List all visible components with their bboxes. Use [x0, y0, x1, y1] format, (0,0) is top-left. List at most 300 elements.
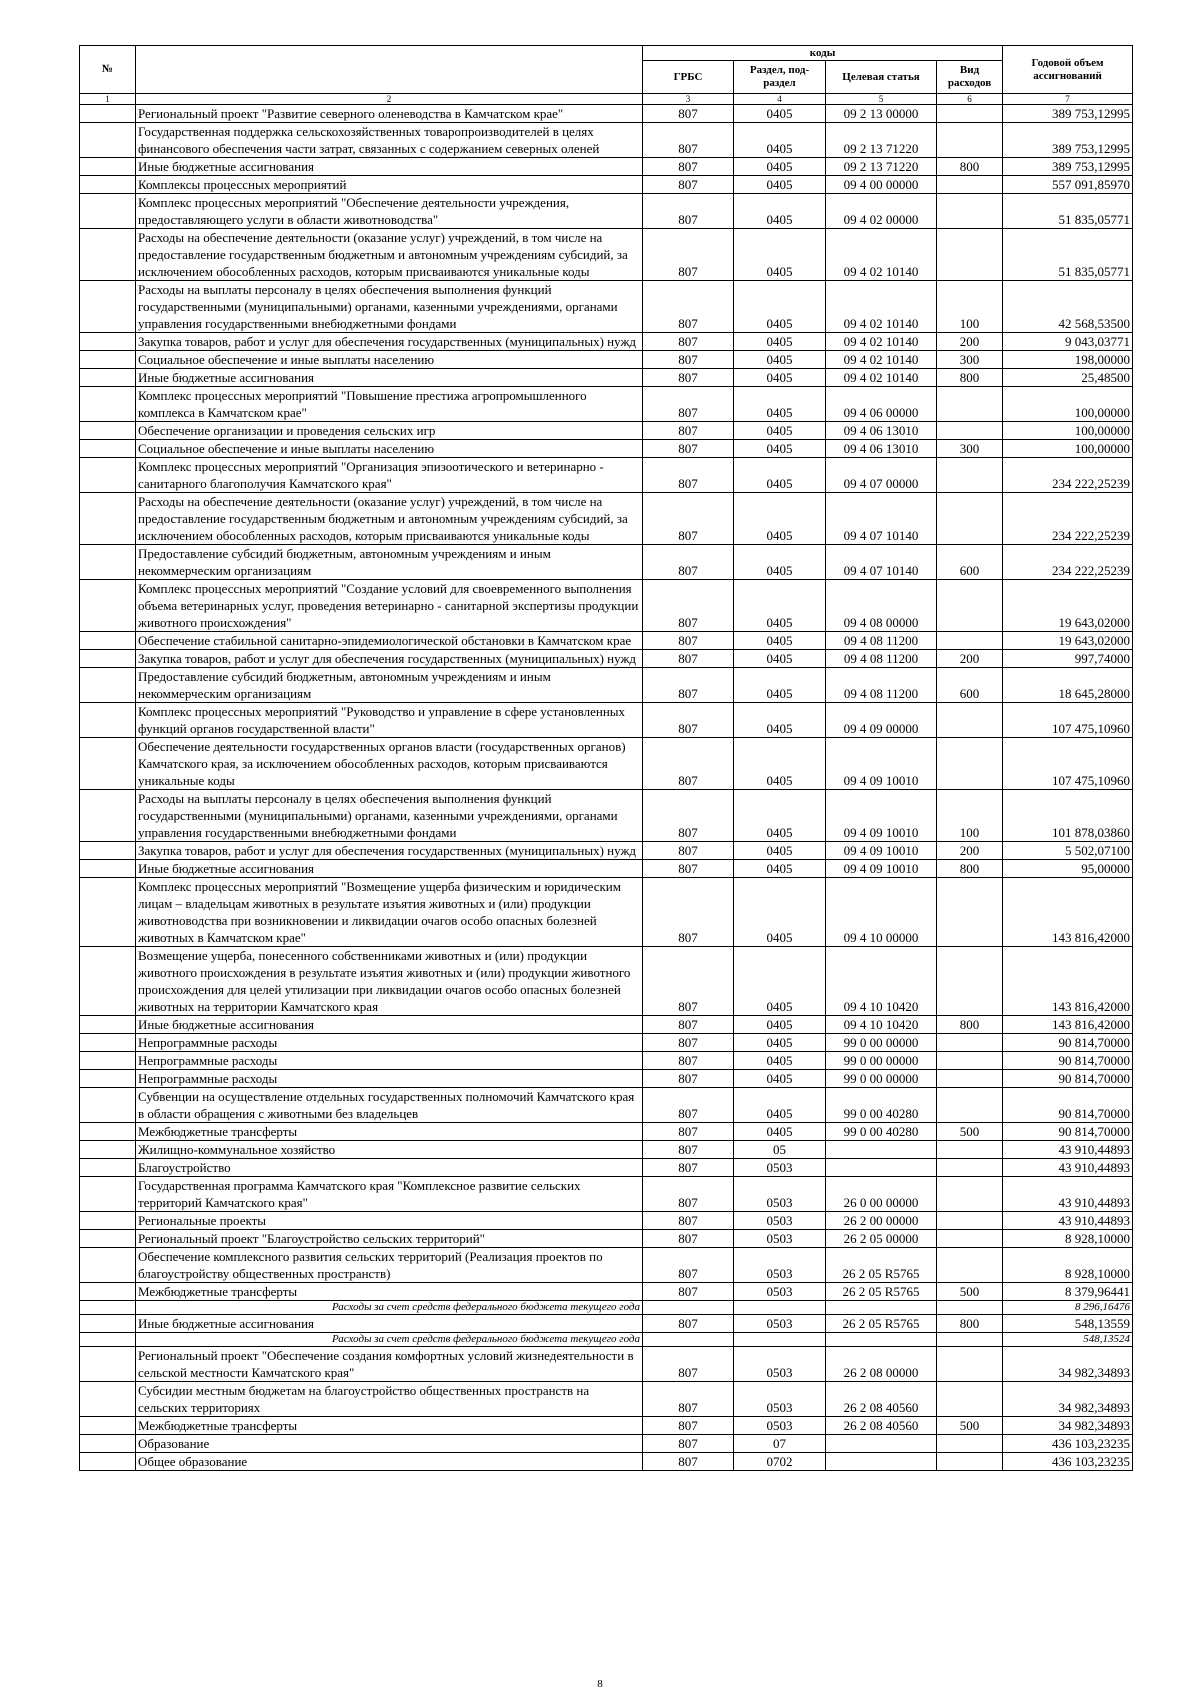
page-number: 8	[597, 1678, 603, 1690]
cell-annual-volume: 143 816,42000	[1003, 878, 1133, 947]
col-number-1: 1	[80, 94, 136, 105]
cell-name: Комплекс процессных мероприятий "Организация эпизоотического и ветеринарно - санитарного благополучия Камчатского края"	[136, 458, 643, 493]
col-header-grbs: ГРБС	[643, 61, 734, 94]
cell-target-item	[826, 1435, 937, 1453]
cell-section: 0405	[734, 738, 826, 790]
cell-target-item	[826, 1141, 937, 1159]
cell-annual-volume: 34 982,34893	[1003, 1382, 1133, 1417]
table-row	[80, 790, 1133, 842]
cell-no	[80, 1347, 136, 1382]
cell-name: Обеспечение комплексного развития сельских территорий (Реализация проектов по благоустройству общественных пространств)	[136, 1248, 643, 1283]
cell-annual-volume: 234 222,25239	[1003, 493, 1133, 545]
cell-section: 0405	[734, 1034, 826, 1052]
cell-annual-volume: 389 753,12995	[1003, 123, 1133, 158]
cell-expense-type	[937, 176, 1003, 194]
cell-grbs: 807	[643, 1070, 734, 1088]
table-row	[80, 440, 1133, 458]
cell-grbs: 807	[643, 281, 734, 333]
cell-no	[80, 123, 136, 158]
table-row	[80, 878, 1133, 947]
cell-section: 07	[734, 1435, 826, 1453]
cell-target-item: 26 2 05 R5765	[826, 1283, 937, 1301]
cell-name: Непрограммные расходы	[136, 1034, 643, 1052]
cell-grbs: 807	[643, 1230, 734, 1248]
cell-name: Непрограммные расходы	[136, 1070, 643, 1088]
cell-annual-volume: 51 835,05771	[1003, 194, 1133, 229]
cell-annual-volume: 100,00000	[1003, 387, 1133, 422]
cell-annual-volume: 19 643,02000	[1003, 580, 1133, 632]
cell-annual-volume: 389 753,12995	[1003, 158, 1133, 176]
table-row	[80, 1141, 1133, 1159]
cell-section: 0405	[734, 458, 826, 493]
table-row	[80, 458, 1133, 493]
cell-name: Иные бюджетные ассигнования	[136, 1315, 643, 1333]
cell-target-item: 09 4 02 10140	[826, 369, 937, 387]
table-row	[80, 1382, 1133, 1417]
cell-annual-volume: 8 296,16476	[1003, 1301, 1133, 1315]
cell-annual-volume: 143 816,42000	[1003, 1016, 1133, 1034]
cell-target-item	[826, 1301, 937, 1315]
cell-name: Региональный проект "Развитие северного оленеводства в Камчатском крае"	[136, 105, 643, 123]
cell-name: Комплекс процессных мероприятий "Возмещение ущерба физическим и юридическим лицам – владельцам животных в результате изъятия животных и (или) продукции животноводства при возникновении и ликвидации очагов особо опасных болезней животных в Камчатском крае"	[136, 878, 643, 947]
cell-annual-volume: 436 103,23235	[1003, 1453, 1133, 1471]
cell-expense-type: 300	[937, 440, 1003, 458]
cell-section: 0503	[734, 1417, 826, 1435]
cell-no	[80, 545, 136, 580]
table-row	[80, 158, 1133, 176]
table-row	[80, 281, 1133, 333]
cell-section: 0503	[734, 1248, 826, 1283]
cell-section: 0405	[734, 194, 826, 229]
cell-name: Обеспечение деятельности государственных органов власти (государственных органов) Камчатского края, за исключением обособленных расходов, которым присваиваются уникальные коды	[136, 738, 643, 790]
cell-expense-type	[937, 1034, 1003, 1052]
cell-annual-volume: 43 910,44893	[1003, 1141, 1133, 1159]
table-row	[80, 703, 1133, 738]
cell-grbs: 807	[643, 1435, 734, 1453]
cell-section: 0503	[734, 1159, 826, 1177]
cell-name: Комплекс процессных мероприятий "Обеспечение деятельности учреждения, предоставляющего услуги в области животноводства"	[136, 194, 643, 229]
cell-no	[80, 632, 136, 650]
cell-expense-type	[937, 458, 1003, 493]
cell-annual-volume: 43 910,44893	[1003, 1212, 1133, 1230]
cell-annual-volume: 389 753,12995	[1003, 105, 1133, 123]
cell-target-item: 09 4 09 10010	[826, 790, 937, 842]
table-row	[80, 1333, 1133, 1347]
cell-target-item: 09 4 02 10140	[826, 333, 937, 351]
cell-expense-type	[937, 422, 1003, 440]
cell-target-item: 26 2 08 00000	[826, 1347, 937, 1382]
cell-target-item	[826, 1333, 937, 1347]
cell-name: Иные бюджетные ассигнования	[136, 369, 643, 387]
cell-section: 0405	[734, 158, 826, 176]
cell-grbs: 807	[643, 1212, 734, 1230]
cell-annual-volume: 9 043,03771	[1003, 333, 1133, 351]
cell-grbs: 807	[643, 351, 734, 369]
cell-grbs: 807	[643, 458, 734, 493]
cell-name: Комплексы процессных мероприятий	[136, 176, 643, 194]
cell-no	[80, 1417, 136, 1435]
table-row	[80, 738, 1133, 790]
cell-target-item: 26 2 05 R5765	[826, 1248, 937, 1283]
cell-grbs: 807	[643, 878, 734, 947]
cell-name: Государственная поддержка сельскохозяйственных товаропроизводителей в целях финансового обеспечения части затрат, связанных с содержанием северных оленей	[136, 123, 643, 158]
cell-expense-type: 800	[937, 1315, 1003, 1333]
cell-grbs: 807	[643, 1347, 734, 1382]
col-header-codes: коды	[643, 46, 1003, 61]
cell-no	[80, 158, 136, 176]
cell-no	[80, 1177, 136, 1212]
cell-name: Расходы на обеспечение деятельности (оказание услуг) учреждений, в том числе на предоставление государственным бюджетным и автономным учреждениям субсидий, за исключением обособленных расходов, которым присваиваются уникальные коды	[136, 229, 643, 281]
cell-annual-volume: 5 502,07100	[1003, 842, 1133, 860]
cell-name: Комплекс процессных мероприятий "Руководство и управление в сфере установленных функций органов государственной власти"	[136, 703, 643, 738]
cell-name: Расходы за счет средств федерального бюджета текущего года	[136, 1301, 643, 1315]
cell-no	[80, 1016, 136, 1034]
cell-expense-type	[937, 703, 1003, 738]
cell-expense-type: 600	[937, 545, 1003, 580]
cell-section: 0503	[734, 1230, 826, 1248]
table-row	[80, 1347, 1133, 1382]
cell-grbs: 807	[643, 703, 734, 738]
cell-grbs: 807	[643, 333, 734, 351]
cell-expense-type	[937, 1435, 1003, 1453]
cell-grbs: 807	[643, 1052, 734, 1070]
cell-name: Расходы на обеспечение деятельности (оказание услуг) учреждений, в том числе на предоставление государственным бюджетным и автономным учреждениям субсидий, за исключением обособленных расходов, которым присваиваются уникальные коды	[136, 493, 643, 545]
cell-no	[80, 947, 136, 1016]
cell-target-item: 09 2 13 00000	[826, 105, 937, 123]
cell-grbs: 807	[643, 1123, 734, 1141]
cell-section: 0405	[734, 229, 826, 281]
cell-name: Расходы на выплаты персоналу в целях обеспечения выполнения функций государственными (муниципальными) органами, казенными учреждениями, органами управления государственными внебюджетными фондами	[136, 281, 643, 333]
cell-section: 0405	[734, 351, 826, 369]
cell-annual-volume: 34 982,34893	[1003, 1347, 1133, 1382]
cell-section: 0405	[734, 668, 826, 703]
cell-annual-volume: 557 091,85970	[1003, 176, 1133, 194]
budget-table	[79, 45, 1133, 1471]
cell-annual-volume: 90 814,70000	[1003, 1088, 1133, 1123]
cell-annual-volume: 234 222,25239	[1003, 458, 1133, 493]
cell-section: 0405	[734, 1016, 826, 1034]
table-row	[80, 422, 1133, 440]
table-row	[80, 1315, 1133, 1333]
cell-grbs: 807	[643, 790, 734, 842]
cell-no	[80, 281, 136, 333]
cell-annual-volume: 100,00000	[1003, 440, 1133, 458]
cell-no	[80, 422, 136, 440]
cell-grbs: 807	[643, 1088, 734, 1123]
cell-no	[80, 1141, 136, 1159]
cell-annual-volume: 107 475,10960	[1003, 738, 1133, 790]
cell-section: 0503	[734, 1347, 826, 1382]
cell-grbs: 807	[643, 229, 734, 281]
cell-expense-type: 200	[937, 842, 1003, 860]
col-header-name	[136, 46, 643, 94]
cell-target-item: 09 4 07 10140	[826, 545, 937, 580]
cell-section: 0405	[734, 369, 826, 387]
cell-no	[80, 580, 136, 632]
table-body	[80, 105, 1133, 1471]
col-header-expense-type: Вид расходов	[937, 61, 1003, 94]
cell-target-item: 09 4 08 00000	[826, 580, 937, 632]
cell-grbs: 807	[643, 1382, 734, 1417]
cell-grbs: 807	[643, 440, 734, 458]
cell-annual-volume: 43 910,44893	[1003, 1177, 1133, 1212]
cell-expense-type	[937, 1159, 1003, 1177]
cell-name: Социальное обеспечение и иные выплаты населению	[136, 351, 643, 369]
cell-annual-volume: 198,00000	[1003, 351, 1133, 369]
cell-no	[80, 1248, 136, 1283]
cell-section: 0405	[734, 493, 826, 545]
cell-no	[80, 878, 136, 947]
table-row	[80, 842, 1133, 860]
cell-annual-volume: 90 814,70000	[1003, 1034, 1133, 1052]
table-row	[80, 1123, 1133, 1141]
table-row	[80, 1435, 1133, 1453]
col-header-section: Раздел, под-раздел	[734, 61, 826, 94]
cell-expense-type	[937, 1088, 1003, 1123]
cell-section: 0405	[734, 387, 826, 422]
table-row	[80, 1177, 1133, 1212]
cell-section: 0405	[734, 333, 826, 351]
cell-target-item: 09 4 08 11200	[826, 668, 937, 703]
cell-grbs: 807	[643, 1159, 734, 1177]
cell-grbs: 807	[643, 369, 734, 387]
cell-target-item: 99 0 00 00000	[826, 1034, 937, 1052]
cell-target-item: 09 4 02 00000	[826, 194, 937, 229]
cell-expense-type	[937, 1177, 1003, 1212]
cell-grbs	[643, 1301, 734, 1315]
cell-no	[80, 194, 136, 229]
cell-target-item: 09 4 10 00000	[826, 878, 937, 947]
cell-no	[80, 790, 136, 842]
cell-grbs: 807	[643, 842, 734, 860]
cell-no	[80, 440, 136, 458]
cell-expense-type: 100	[937, 281, 1003, 333]
cell-name: Непрограммные расходы	[136, 1052, 643, 1070]
table-row	[80, 580, 1133, 632]
table-row	[80, 1283, 1133, 1301]
cell-name: Обеспечение стабильной санитарно-эпидемиологической обстановки в Камчатском крае	[136, 632, 643, 650]
cell-target-item: 09 4 06 13010	[826, 440, 937, 458]
cell-expense-type	[937, 1141, 1003, 1159]
cell-grbs: 807	[643, 387, 734, 422]
col-number-5: 5	[826, 94, 937, 105]
cell-expense-type	[937, 194, 1003, 229]
cell-no	[80, 1333, 136, 1347]
cell-grbs: 807	[643, 105, 734, 123]
cell-name: Иные бюджетные ассигнования	[136, 860, 643, 878]
cell-no	[80, 703, 136, 738]
cell-target-item: 26 2 00 00000	[826, 1212, 937, 1230]
cell-target-item: 09 4 00 00000	[826, 176, 937, 194]
cell-grbs: 807	[643, 947, 734, 1016]
cell-name: Предоставление субсидий бюджетным, автономным учреждениям и иным некоммерческим организациям	[136, 668, 643, 703]
cell-grbs: 807	[643, 1034, 734, 1052]
cell-annual-volume: 548,13524	[1003, 1333, 1133, 1347]
cell-no	[80, 1301, 136, 1315]
cell-expense-type: 800	[937, 1016, 1003, 1034]
table-row	[80, 105, 1133, 123]
cell-expense-type	[937, 632, 1003, 650]
table-row	[80, 1453, 1133, 1471]
table-row	[80, 1052, 1133, 1070]
cell-name: Межбюджетные трансферты	[136, 1417, 643, 1435]
cell-expense-type: 800	[937, 860, 1003, 878]
cell-grbs: 807	[643, 493, 734, 545]
cell-target-item: 26 2 08 40560	[826, 1382, 937, 1417]
cell-target-item: 09 4 09 10010	[826, 860, 937, 878]
cell-annual-volume: 100,00000	[1003, 422, 1133, 440]
cell-annual-volume: 107 475,10960	[1003, 703, 1133, 738]
cell-no	[80, 1230, 136, 1248]
cell-no	[80, 351, 136, 369]
col-header-target-item: Целевая статья	[826, 61, 937, 94]
table-row	[80, 1248, 1133, 1283]
cell-no	[80, 229, 136, 281]
cell-section: 0405	[734, 842, 826, 860]
cell-annual-volume: 436 103,23235	[1003, 1435, 1133, 1453]
cell-section: 0405	[734, 123, 826, 158]
cell-no	[80, 105, 136, 123]
cell-expense-type	[937, 1070, 1003, 1088]
cell-no	[80, 176, 136, 194]
cell-name: Социальное обеспечение и иные выплаты населению	[136, 440, 643, 458]
cell-name: Региональный проект "Обеспечение создания комфортных условий жизнедеятельности в сельской местности Камчатского края"	[136, 1347, 643, 1382]
cell-annual-volume: 95,00000	[1003, 860, 1133, 878]
cell-no	[80, 333, 136, 351]
col-number-6: 6	[937, 94, 1003, 105]
table-row	[80, 1159, 1133, 1177]
cell-name: Обеспечение организации и проведения сельских игр	[136, 422, 643, 440]
cell-expense-type: 800	[937, 369, 1003, 387]
cell-grbs: 807	[643, 1283, 734, 1301]
cell-section: 0503	[734, 1382, 826, 1417]
cell-target-item: 99 0 00 00000	[826, 1052, 937, 1070]
cell-name: Региональные проекты	[136, 1212, 643, 1230]
cell-name: Общее образование	[136, 1453, 643, 1471]
col-number-7: 7	[1003, 94, 1133, 105]
cell-grbs: 807	[643, 194, 734, 229]
cell-no	[80, 1034, 136, 1052]
cell-no	[80, 369, 136, 387]
cell-target-item: 26 0 00 00000	[826, 1177, 937, 1212]
cell-no	[80, 1315, 136, 1333]
cell-name: Предоставление субсидий бюджетным, автономным учреждениям и иным некоммерческим организациям	[136, 545, 643, 580]
cell-section: 0405	[734, 1123, 826, 1141]
cell-grbs: 807	[643, 1177, 734, 1212]
cell-section: 0702	[734, 1453, 826, 1471]
cell-expense-type	[937, 123, 1003, 158]
cell-name: Расходы за счет средств федерального бюджета текущего года	[136, 1333, 643, 1347]
cell-expense-type	[937, 1301, 1003, 1315]
cell-target-item: 09 4 09 00000	[826, 703, 937, 738]
col-number-4: 4	[734, 94, 826, 105]
cell-section: 0405	[734, 281, 826, 333]
cell-section	[734, 1333, 826, 1347]
cell-annual-volume: 90 814,70000	[1003, 1070, 1133, 1088]
col-number-2: 2	[136, 94, 643, 105]
cell-target-item: 99 0 00 40280	[826, 1123, 937, 1141]
table-row	[80, 123, 1133, 158]
cell-expense-type	[937, 1230, 1003, 1248]
cell-target-item: 09 4 06 13010	[826, 422, 937, 440]
table-row	[80, 1301, 1133, 1315]
cell-grbs: 807	[643, 1141, 734, 1159]
cell-section: 0405	[734, 790, 826, 842]
cell-grbs: 807	[643, 1016, 734, 1034]
cell-section: 0405	[734, 947, 826, 1016]
cell-name: Закупка товаров, работ и услуг для обеспечения государственных (муниципальных) нужд	[136, 333, 643, 351]
cell-annual-volume: 997,74000	[1003, 650, 1133, 668]
cell-no	[80, 1070, 136, 1088]
cell-no	[80, 387, 136, 422]
cell-target-item	[826, 1159, 937, 1177]
cell-name: Возмещение ущерба, понесенного собственниками животных и (или) продукции животного происхождения в результате изъятия животных и (или) продукции животного происхождения для целей утилизации при ликвидации очагов особо опасных болезней животных на территории Камчатского края	[136, 947, 643, 1016]
cell-grbs: 807	[643, 650, 734, 668]
cell-target-item: 09 2 13 71220	[826, 158, 937, 176]
cell-section: 0405	[734, 1070, 826, 1088]
cell-grbs: 807	[643, 176, 734, 194]
cell-name: Иные бюджетные ассигнования	[136, 158, 643, 176]
cell-annual-volume: 42 568,53500	[1003, 281, 1133, 333]
cell-annual-volume: 19 643,02000	[1003, 632, 1133, 650]
cell-expense-type: 500	[937, 1283, 1003, 1301]
cell-no	[80, 1453, 136, 1471]
cell-section: 0405	[734, 440, 826, 458]
cell-expense-type	[937, 580, 1003, 632]
table-row	[80, 1016, 1133, 1034]
cell-expense-type	[937, 1453, 1003, 1471]
cell-expense-type: 500	[937, 1123, 1003, 1141]
cell-no	[80, 1159, 136, 1177]
cell-section: 0405	[734, 860, 826, 878]
cell-expense-type	[937, 1212, 1003, 1230]
table-row	[80, 229, 1133, 281]
cell-annual-volume: 548,13559	[1003, 1315, 1133, 1333]
cell-no	[80, 738, 136, 790]
table-row	[80, 545, 1133, 580]
cell-grbs: 807	[643, 545, 734, 580]
cell-expense-type	[937, 387, 1003, 422]
cell-target-item: 09 2 13 71220	[826, 123, 937, 158]
header-row-top	[80, 46, 1133, 61]
cell-annual-volume: 143 816,42000	[1003, 947, 1133, 1016]
cell-annual-volume: 8 928,10000	[1003, 1248, 1133, 1283]
cell-section: 0503	[734, 1283, 826, 1301]
cell-section: 0405	[734, 105, 826, 123]
cell-expense-type	[937, 1052, 1003, 1070]
cell-target-item: 09 4 07 10140	[826, 493, 937, 545]
cell-annual-volume: 18 645,28000	[1003, 668, 1133, 703]
cell-target-item: 26 2 05 R5765	[826, 1315, 937, 1333]
cell-name: Межбюджетные трансферты	[136, 1283, 643, 1301]
cell-name: Субвенции на осуществление отдельных государственных полномочий Камчатского края в области обращения с животными без владельцев	[136, 1088, 643, 1123]
cell-no	[80, 1435, 136, 1453]
cell-section	[734, 1301, 826, 1315]
cell-target-item: 09 4 10 10420	[826, 1016, 937, 1034]
cell-name: Благоустройство	[136, 1159, 643, 1177]
table-row	[80, 668, 1133, 703]
cell-target-item: 99 0 00 00000	[826, 1070, 937, 1088]
cell-no	[80, 1212, 136, 1230]
cell-section: 0405	[734, 1088, 826, 1123]
cell-section: 0503	[734, 1177, 826, 1212]
cell-grbs: 807	[643, 1315, 734, 1333]
cell-name: Комплекс процессных мероприятий "Повышение престижа агропромышленного комплекса в Камчатском крае"	[136, 387, 643, 422]
cell-name: Иные бюджетные ассигнования	[136, 1016, 643, 1034]
cell-annual-volume: 25,48500	[1003, 369, 1133, 387]
cell-grbs: 807	[643, 580, 734, 632]
cell-expense-type	[937, 105, 1003, 123]
